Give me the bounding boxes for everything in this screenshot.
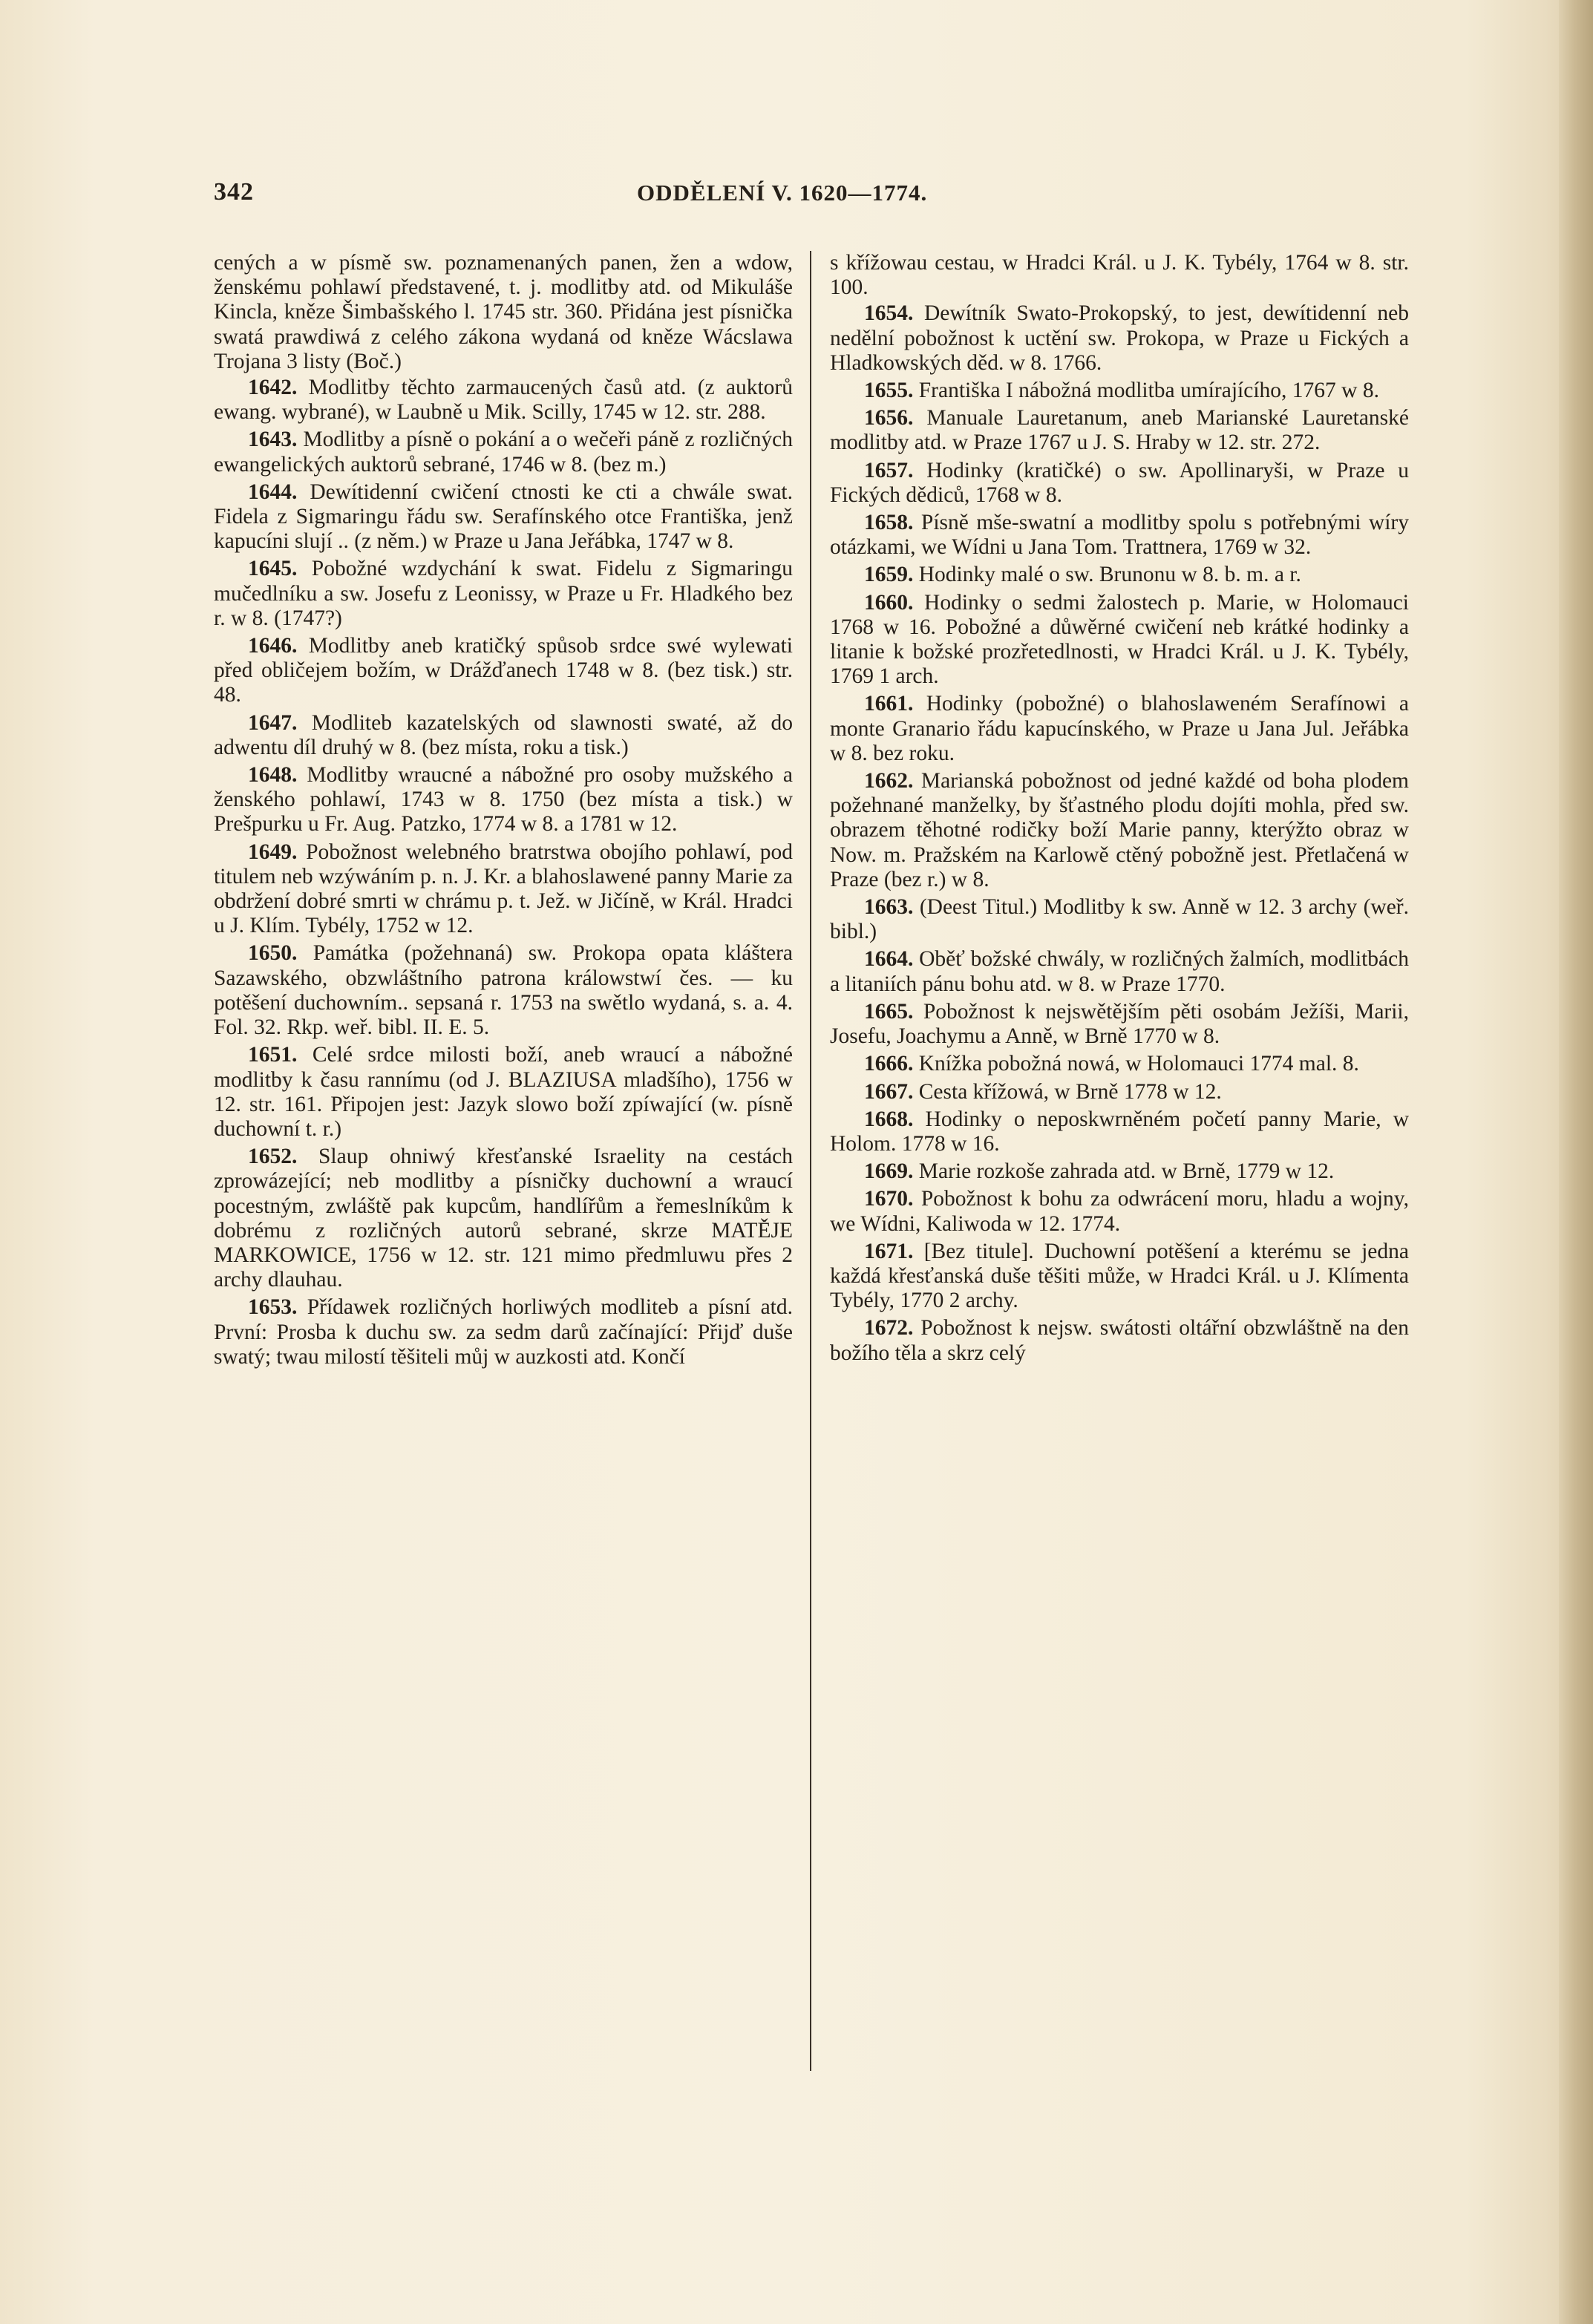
entry-text: Hodinky (pobožné) o blahoslaweném Serafínowi a monte Granario řádu kapucínského, w Praze u Jana Jul. Jeřábka w 8. bez roku. — [830, 692, 1409, 765]
bibliography-entry — [830, 1052, 1409, 1076]
bibliography-entry — [830, 1159, 1409, 1184]
entry-text: Marie rozkoše zahrada atd. w Brně, 1779 w 12. — [918, 1159, 1335, 1184]
entry-text: Pobožnost k nejsw. swátosti oltářní obzwláštně na den božího těla a skrz celý — [830, 1316, 1409, 1365]
entry-number: 1668. — [864, 1107, 914, 1131]
entry-text: Celé srdce milosti boží, aneb wraucí a nábožné modlitby k času rannímu (od J. BLAZIUSA mladšího), 1756 w 12. str. 161. Připojen jest: Jazyk slowo boží zpíwající (w. písně duchowní t. r.) — [214, 1043, 793, 1141]
entry-text: Hodinky malé o sw. Brunonu w 8. b. m. a r. — [918, 563, 1301, 587]
entry-text: Marianská pobožnost od jedné každé od boha plodem požehnané manželky, by šťastného plodu dojíti mohla, před sw. obrazem těhotné rodičky boží Marie panny, kterýžto obraz w Now. m. Pražském na Karlowě ctěný pobožně jest. Přetlačená w Praze (bez r.) w 8. — [830, 769, 1409, 891]
entry-number: 1672. — [864, 1316, 914, 1341]
entry-text: Dewítidenní cwičení ctnosti ke cti a chwále swat. Fidela z Sigmaringu řádu sw. Serafínského otce Františka, jenž kapucíni slují .. (z něm.) w Praze u Jana Jeřábka, 1747 w 8. — [214, 479, 793, 554]
entry-number: 1645. — [248, 557, 298, 581]
entry-text: Písně mše-swatní a modlitby spolu s potřebnými wíry otázkami, we Wídni u Jana Tom. Trattnera, 1769 w 32. — [830, 511, 1410, 560]
entry-text: Cesta křížowá, w Brně 1778 w 12. — [918, 1079, 1222, 1104]
entry-number: 1659. — [864, 563, 914, 587]
page-edge-shadow — [1559, 0, 1593, 2324]
entry-number: 1651. — [248, 1043, 298, 1067]
entry-number: 1662. — [864, 769, 914, 793]
entry-text: Modlitby aneb kratičký spůsob srdce swé wylewati před obličejem božím, w Drážďanech 1748 w 8. (bez tisk.) str. 48. — [214, 634, 794, 707]
entry-number: 1643. — [248, 428, 298, 452]
entry-text: Hodinky o neposkwrněném početí panny Marie, w Holom. 1778 w 16. — [830, 1107, 1410, 1156]
entry-text: Modlitby těchto zarmaucených časů atd. (z auktorů ewang. wybrané), w Laubně u Mik. Scilly, 1745 w 12. str. 288. — [214, 376, 793, 425]
bibliography-entry — [830, 563, 1409, 587]
bibliography-entry — [830, 301, 1409, 376]
bibliography-entry — [830, 511, 1409, 560]
page-number: 342 — [214, 178, 254, 206]
entry-number: 1670. — [864, 1187, 914, 1211]
entry-text: Oběť božské chwály, w rozličných žalmích, modlitbách a litaniích pánu bohu atd. w 8. w Praze 1770. — [830, 947, 1409, 996]
left-column-opening: cených a w písmě sw. poznamenaných panen, žen a wdow, ženskému pohlawí představené, t. j. modlitby atd. od Mikuláše Kincla, kněze Šimbašského l. 1745 str. 360. Přidána jest písnička swatá prawdiwá z celého zákona wydaná od kněze Wácslawa Trojana 3 listy (Boč.) — [214, 251, 793, 373]
bibliography-entry — [830, 895, 1409, 944]
running-head: ODDĚLENÍ V. 1620—1774. — [637, 180, 928, 206]
entry-number: 1650. — [248, 941, 298, 966]
bibliography-entry — [830, 1107, 1409, 1156]
bibliography-entry — [830, 1080, 1409, 1104]
entry-number: 1661. — [864, 692, 914, 716]
bibliography-entry — [214, 840, 793, 939]
entry-text: Modlitby a písně o pokání a o wečeři páně z rozličných ewangelických auktorů sebrané, 1746 w 8. (bez m.) — [214, 428, 794, 477]
bibliography-entry — [830, 406, 1409, 455]
bibliography-entry — [830, 1187, 1409, 1236]
bibliography-entry — [830, 379, 1409, 403]
entry-text: Pobožnost k nejswětějším pěti osobám Ježíši, Marii, Josefu, Joachymu a Anně, w Brně 1770 w 8. — [830, 999, 1410, 1049]
entry-text: Františka I nábožná modlitba umírajícího, 1767 w 8. — [918, 379, 1379, 403]
bibliography-entry — [830, 1000, 1409, 1049]
bibliography-entry — [830, 1240, 1409, 1314]
entry-number: 1657. — [864, 458, 914, 482]
entry-number: 1660. — [864, 590, 914, 615]
entry-text: Knížka pobožná nowá, w Holomauci 1774 mal. 8. — [918, 1052, 1359, 1076]
entry-number: 1649. — [248, 839, 298, 864]
entry-number: 1656. — [864, 406, 914, 431]
bibliography-entry — [830, 1316, 1409, 1365]
entry-number: 1654. — [864, 301, 914, 326]
bibliography-entry — [214, 557, 793, 631]
entry-text: Hodinky o sedmi žalostech p. Marie, w Holomauci 1768 w 16. Pobožné a důwěrné cwičení neb krátké hodinky a litanie k božské prozřetedlnosti, w Hradci Král. u J. K. Tybély, 1769 1 arch. — [830, 590, 1409, 689]
entry-number: 1653. — [248, 1295, 298, 1320]
bibliography-entry — [214, 1295, 793, 1369]
entry-text: Pobožnost k bohu za odwrácení moru, hladu a wojny, we Wídni, Kaliwoda w 12. 1774. — [830, 1187, 1409, 1236]
entry-number: 1647. — [248, 710, 298, 735]
entry-text: Hodinky (kratičké) o sw. Apollinaryši, w Praze u Fických dědiců, 1768 w 8. — [830, 458, 1410, 507]
bibliography-entry — [830, 591, 1409, 690]
entry-number: 1667. — [864, 1079, 914, 1104]
bibliography-entry — [830, 459, 1409, 508]
entry-number: 1655. — [864, 379, 914, 403]
entry-text: Slaup ohniwý křesťanské Israelity na cestách zprowázející; neb modlitby a písničky duchowní a wraucí pocestným, zwláště pak kupcům, handlířům a řemeslníkům k dobrému z rozličných autorů sebrané, skrze MATĚJE MARKOWICE, 1756 w 12. str. 121 mimo předmluwu přes 2 archy dlauhau. — [214, 1145, 793, 1292]
entry-number: 1665. — [864, 999, 914, 1024]
entry-number: 1646. — [248, 634, 298, 658]
bibliography-entry — [830, 947, 1409, 996]
right-column — [830, 251, 1409, 1369]
left-column — [214, 251, 793, 1372]
right-column-opening: s křížowau cestau, w Hradci Král. u J. K. Tybély, 1764 w 8. str. 100. — [830, 251, 1409, 300]
bibliography-entry — [214, 1043, 793, 1142]
bibliography-entry — [214, 428, 793, 477]
entry-number: 1652. — [248, 1145, 298, 1169]
column-divider — [810, 251, 811, 2071]
entry-number: 1658. — [864, 511, 914, 535]
entry-text: [Bez titule]. Duchowní potěšení a kterému se jedna každá křesťanská duše těšiti může, w Hradci Král. u J. Klímenta Tybély, 1770 2 archy. — [830, 1239, 1409, 1313]
entry-number: 1648. — [248, 763, 298, 788]
entry-text: Dewítník Swato-Prokopský, to jest, dewítidenní neb nedělní pobožnost k uctění sw. Prokopa, w Praze u Fických a Hladkowských děd. w 8. 1766. — [830, 301, 1410, 375]
entry-text: Přídawek rozličných horliwých modliteb a písní atd. První: Prosba k duchu sw. za sedm darů začínající: Přijď duše swatý; twau milostí těšiteli můj w auzkosti atd. Končí — [214, 1295, 793, 1369]
entry-number: 1669. — [864, 1159, 914, 1184]
entry-number: 1644. — [248, 479, 298, 504]
bibliography-entry — [214, 711, 793, 760]
right-entry-list — [830, 301, 1409, 1365]
bibliography-entry — [214, 1145, 793, 1292]
entry-text: Památka (požehnaná) sw. Prokopa opata kláštera Sazawského, obzwláštního patrona králowstwí čes. — ku potěšení duchowním.. sepsaná r. 1753 na swětlo wydaná, s. a. 4. Fol. 32. Rkp. weř. bibl. II. E. 5. — [214, 941, 794, 1040]
bibliography-entry — [214, 480, 793, 554]
entry-text: (Deest Titul.) Modlitby k sw. Anně w 12. 3 archy (weř. bibl.) — [830, 895, 1410, 944]
entry-text: Modlitby wraucné a nábožné pro osoby mužského a ženského pohlawí, 1743 w 8. 1750 (bez místa a tisk.) w Prešpurku u Fr. Aug. Patzko, 1774 w 8. a 1781 w 12. — [214, 763, 793, 837]
left-entry-list — [214, 376, 793, 1369]
entry-text: Pobožné wzdychání k swat. Fidelu z Sigmaringu mučedlníku a sw. Josefu z Leonissy, w Praze u Fr. Hladkého bez r. w 8. (1747?) — [214, 557, 793, 630]
entry-number: 1671. — [864, 1239, 914, 1263]
entry-text: Manuale Lauretanum, aneb Marianské Lauretanské modlitby atd. w Praze 1767 u J. S. Hraby w 12. str. 272. — [830, 406, 1409, 455]
entry-text: Pobožnost welebného bratrstwa obojího pohlawí, pod titulem neb wzýwáním p. n. J. Kr. a blahoslawené panny Marie za obdržení dobré smrti w chrámu p. t. Jež. w Jičíně, w Král. Hradci u J. Klím. Tybély, 1752 w 12. — [214, 839, 794, 938]
page-header — [214, 178, 993, 208]
entry-number: 1642. — [248, 376, 298, 400]
bibliography-entry — [214, 376, 793, 425]
bibliography-entry — [214, 763, 793, 837]
bibliography-entry — [214, 941, 793, 1040]
entry-number: 1666. — [864, 1052, 914, 1076]
bibliography-entry — [214, 634, 793, 708]
bibliography-entry — [830, 769, 1409, 892]
entry-number: 1664. — [864, 947, 914, 972]
bibliography-entry — [830, 692, 1409, 766]
entry-text: Modliteb kazatelských od slawnosti swaté, až do adwentu díl druhý w 8. (bez místa, roku a tisk.) — [214, 710, 793, 759]
entry-number: 1663. — [864, 895, 914, 920]
